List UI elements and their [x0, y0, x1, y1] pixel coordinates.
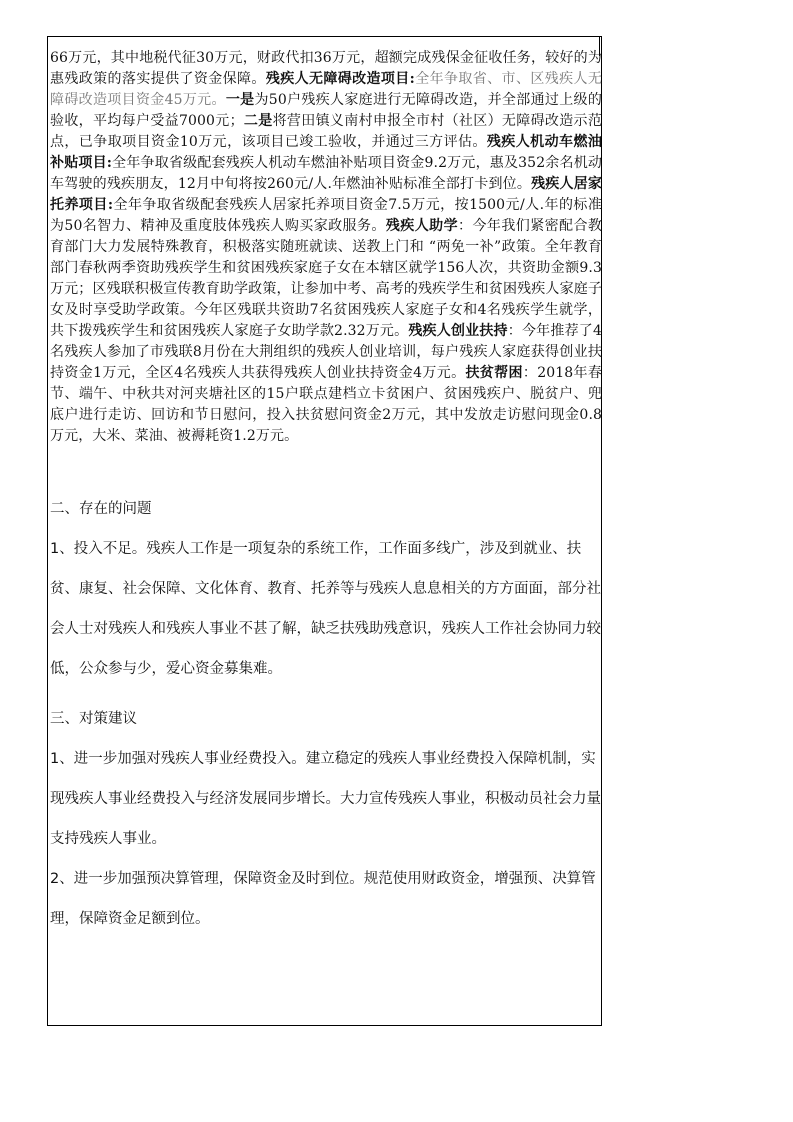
problems-heading: 二、存在的问题: [50, 501, 152, 517]
accessibility-second-text: 将营田镇义南村申报全市村（社区）无障碍改造示范点，已争取项目资金10万元，该项目已竣工验收，并通过三方评估。: [50, 113, 602, 150]
entrepreneurship-text: ：今年推荐了4名残疾人参加了市残联8月份在大荆组织的残疾人创业培训，每户残疾人家庭获得创业扶持资金1万元，全区4名残疾人共获得残疾人创业扶持资金4万元。: [50, 323, 602, 381]
education-aid-title: 残疾人助学: [385, 218, 459, 234]
work-summary-paragraph: [50, 48, 602, 447]
education-aid-text: ：今年我们紧密配合教育部门大力发展特殊教育，积极落实随班就读、送教上门和 “两免一补”政策。全年教育部门春秋两季资助残疾学生和贫困残疾家庭子女在本辖区就学156人次，共资助金额9.3万元；区残联积极宣传教育助学政策，让参加中考、高考的残疾学生和贫困残疾人家庭子女及时享受助学政策。今年区残联共资助7名贫困残疾人家庭子女和4名残疾学生就学，共下拨残疾学生和贫困残疾人家庭子女助学款2.32万元。: [50, 218, 603, 339]
second-point-keyword: 二是: [243, 113, 273, 129]
fuel-subsidy-text: 全年争取省级配套残疾人机动车燃油补贴项目资金9.2万元，惠及352余名机动车驾驶的残疾朋友，12月中旬将按260元/人.年燃油补贴标准全部打卡到位。: [50, 155, 602, 192]
home-care-text: 全年争取省级配套残疾人居家托养项目资金7.5万元，按1500元/人.年的标准为50名智力、精神及重度肢体残疾人购买家政服务。: [50, 197, 602, 234]
suggestions-section: [50, 699, 602, 939]
home-care-title: 残疾人居家托养项目:: [50, 176, 603, 213]
entrepreneurship-title: 残疾人创业扶持: [408, 323, 508, 339]
levy-text: 66万元，其中地税代征30万元，财政代扣36万元，超额完成残保金征收任务，较好的为惠残政策的落实提供了资金保障。: [50, 50, 602, 87]
accessibility-project-title: 残疾人无障碍改造项目:: [265, 71, 415, 87]
accessibility-first-text: 为50户残疾人家庭进行无障碍改造，并全部通过上级的验收，平均每户受益7000元；: [50, 92, 602, 129]
suggestions-heading: 三、对策建议: [50, 711, 137, 727]
fuel-subsidy-title: 残疾人机动车燃油补贴项目:: [50, 134, 602, 171]
poverty-relief-title: 扶贫帮困: [465, 365, 523, 381]
problems-section: [50, 489, 602, 689]
accessibility-funds-text: 全年争取省、市、区残疾人无障碍改造项目资金45万元。: [50, 71, 602, 108]
first-point-keyword: 一是: [225, 92, 255, 108]
poverty-relief-text: ：2018年春节、端午、中秋共对河夹塘社区的15户联点建档立卡贫困户、贫困残疾户、脱贫户、兜底户进行走访、回访和节日慰问，投入扶贫慰问资金2万元，其中发放走访慰问现金0.8万元，大米、菜油、被褥耗资1.2万元。: [50, 365, 602, 444]
suggestion-1: 1、进一步加强对残疾人事业经费投入。建立稳定的残疾人事业经费投入保障机制，实现残疾人事业经费投入与经济发展同步增长。大力宣传残疾人事业，积极动员社会力量支持残疾人事业。: [50, 751, 601, 847]
suggestion-2: 2、进一步加强预决算管理，保障资金及时到位。规范使用财政资金，增强预、决算管理，保障资金足额到位。: [50, 871, 596, 927]
problems-paragraph: 1、投入不足。残疾人工作是一项复杂的系统工作，工作面多线广，涉及到就业、扶贫、康复、社会保障、文化体育、教育、托养等与残疾人息息相关的方方面面，部分社会人士对残疾人和残疾人事业不甚了解，缺乏扶残助残意识，残疾人工作社会协同力较低，公众参与少，爱心资金募集难。: [50, 541, 601, 677]
